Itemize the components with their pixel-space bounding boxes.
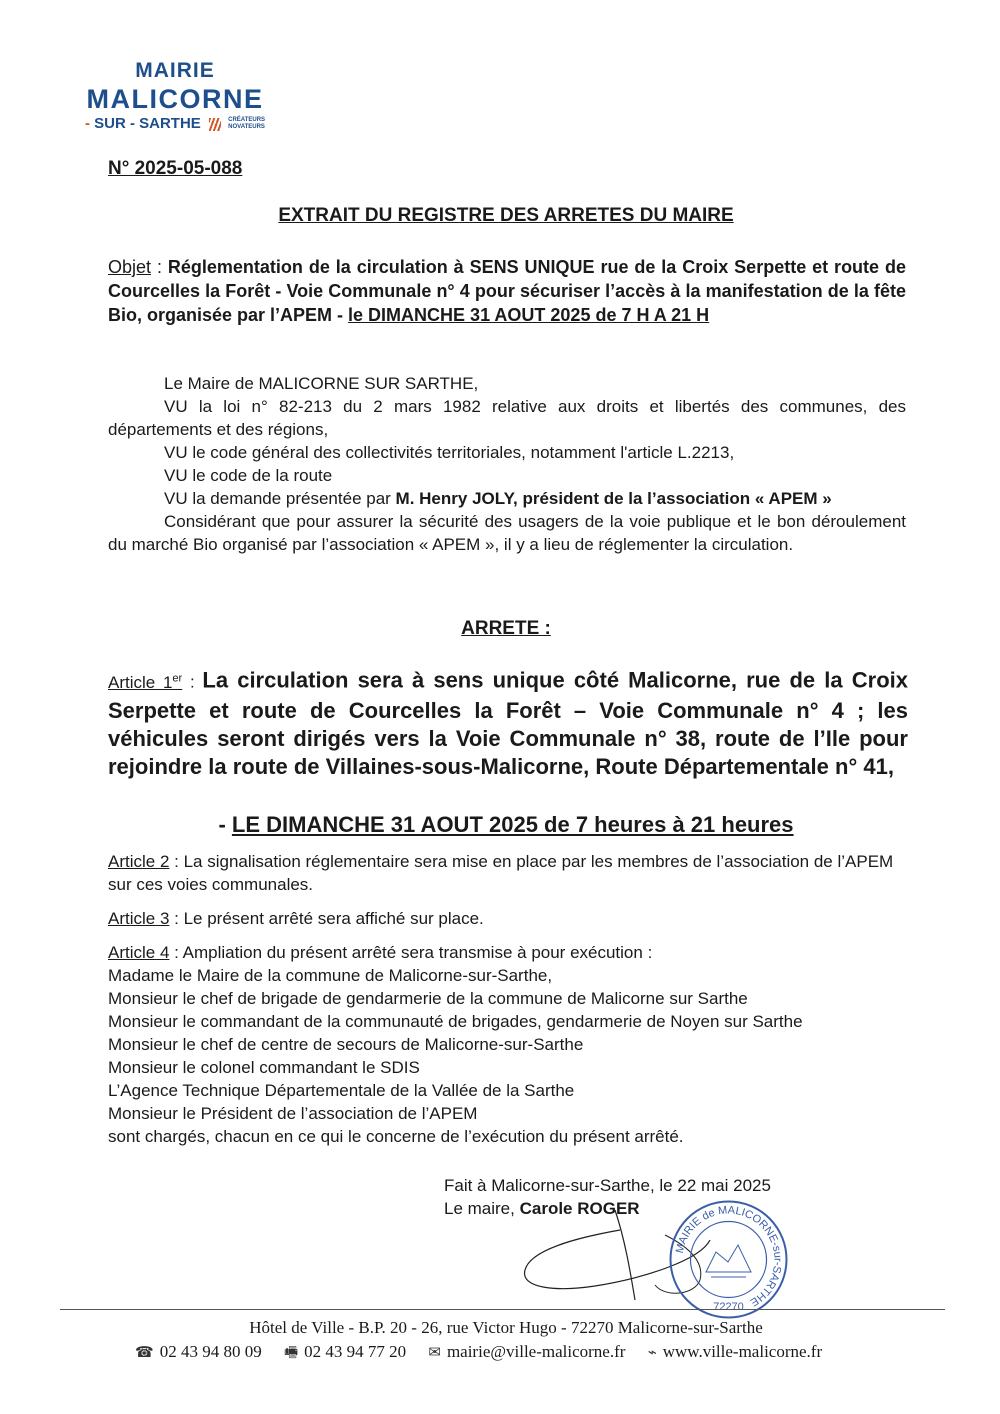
preamble-vu-loi: VU la loi n° 82-213 du 2 mars 1982 relative aux droits et libertés des communes, des départements et des régions, <box>108 397 906 439</box>
footer-email[interactable] <box>428 1342 625 1361</box>
footer-web-address[interactable]: www.ville-malicorne.fr <box>662 1342 823 1361</box>
article-1 <box>108 664 908 781</box>
fax-icon: 🖷 <box>283 1345 299 1361</box>
footer-phone <box>135 1342 262 1361</box>
stamp-code: 72270 <box>713 1301 744 1313</box>
article-3-text: : Le présent arrêté sera affiché sur place. <box>169 909 484 928</box>
footer-fax <box>284 1342 406 1361</box>
preamble-vu-code-route: VU le code de la route <box>164 466 333 485</box>
article-1-text: La circulation sera à sens unique côté Malicorne, rue de la Croix Serpette et route de Courcelles la Forêt – Voie Communale n° 4 ; les véhicules seront dirigés vers la Voie Communale n° 38, route de l’Ile pour rejoindre la route de Villaines-sous-Malicorne, Route Départementale n° 41, <box>108 667 908 779</box>
logo-tag-createurs: CRÉATEURS <box>228 117 266 124</box>
logo-tag-novateurs: NOVATEURS <box>228 124 265 131</box>
preamble-vu-cgct: VU le code général des collectivités territoriales, notamment l'article L.2213, <box>164 443 735 462</box>
logo-sur-sarthe-text: SUR - SARTHE <box>94 115 201 132</box>
recipient-line: Monsieur le chef de brigade de gendarmerie de la commune de Malicorne sur Sarthe <box>108 989 748 1008</box>
recipient-line: Madame le Maire de la commune de Malicorne-sur-Sarthe, <box>108 966 553 985</box>
preamble-vu-demande <box>108 487 906 510</box>
objet-separator: : <box>151 257 168 277</box>
article-1-label <box>108 673 182 692</box>
signature-name: Carole ROGER <box>519 1199 640 1218</box>
phone-icon: ☎ <box>135 1345 154 1361</box>
article-4 <box>108 941 908 964</box>
signature-place-date: Fait à Malicorne-sur-Sarthe, le 22 mai 2025 <box>444 1176 771 1195</box>
logo-line-sur-sarthe <box>70 114 280 134</box>
stamp-text: MAIRIE de MALICORNE-sur-SARTHE <box>673 1204 784 1309</box>
arrete-number: N° 2025-05-088 <box>108 158 243 179</box>
recipient-line: L’Agence Technique Départementale de la Vallée de la Sarthe <box>108 1081 575 1100</box>
mail-icon: ✉ <box>428 1345 441 1361</box>
article-1-separator: : <box>182 672 203 692</box>
article-3 <box>108 907 908 930</box>
articles-2-4 <box>108 850 908 1148</box>
logo-tagline <box>228 117 265 131</box>
mairie-stamp <box>666 1197 791 1322</box>
objet-paragraph <box>108 255 906 327</box>
objet-text: Réglementation de la circulation à SENS UNIQUE rue de la Croix Serpette et route de Courcelles la Forêt - Voie Communale n° 4 pour sécuriser l’accès à la manifestation de la fête Bio, organisée par l’APEM - <box>108 257 906 325</box>
logo-line-mairie: MAIRIE <box>135 59 215 82</box>
preamble-demande-requester: M. Henry JOLY, président de la l’association « APEM » <box>395 489 832 508</box>
preamble-maire: Le Maire de MALICORNE SUR SARTHE, <box>164 374 479 393</box>
article-2-label: Article 2 <box>108 852 170 871</box>
footer-email-address[interactable]: mairie@ville-malicorne.fr <box>446 1342 626 1361</box>
date-dash: - <box>218 812 232 837</box>
arrete-heading: ARRETE : <box>461 618 551 639</box>
article-3-label: Article 3 <box>108 909 170 928</box>
date-text: LE DIMANCHE 31 AOUT 2025 de 7 heures à 21 heures <box>231 812 794 837</box>
document-title: EXTRAIT DU REGISTRE DES ARRETES DU MAIRE <box>278 205 734 226</box>
article-1-label-text: Article 1 <box>108 672 173 692</box>
article-1-date <box>0 812 1000 838</box>
web-icon: ⌁ <box>647 1345 657 1361</box>
footer-divider <box>60 1309 945 1310</box>
footer-phone-number: 02 43 94 80 09 <box>159 1342 262 1361</box>
footer-fax-number: 02 43 94 77 20 <box>304 1342 407 1361</box>
article-4-label: Article 4 <box>108 943 170 962</box>
recipient-line: Monsieur le commandant de la communauté de brigades, gendarmerie de Noyen sur Sarthe <box>108 1012 803 1031</box>
objet-date: le DIMANCHE 31 AOUT 2025 de 7 H A 21 H <box>348 305 710 325</box>
logo-dash: - <box>84 115 90 132</box>
preamble-demande-text: VU la demande présentée par <box>164 489 396 508</box>
logo-stripes-icon <box>209 118 221 131</box>
article-4-text: : Ampliation du présent arrêté sera transmise à pour exécution : <box>169 943 653 962</box>
objet-label: Objet <box>108 257 152 277</box>
footer-web[interactable] <box>648 1342 822 1361</box>
footer-address: Hôtel de Ville - B.P. 20 - 26, rue Victor Hugo - 72270 Malicorne-sur-Sarthe <box>249 1318 763 1337</box>
article-2 <box>108 850 908 896</box>
article-1-label-sup: er <box>172 672 183 684</box>
logo-line-malicorne: MALICORNE <box>86 84 264 114</box>
signature-prefix: Le maire, <box>444 1199 520 1218</box>
article-2-text: : La signalisation réglementaire sera mise en place par les membres de l’association de l’APEM sur ces voies communales. <box>108 852 894 894</box>
recipient-line: sont chargés, chacun en ce qui le concerne de l’exécution du présent arrêté. <box>108 1127 684 1146</box>
recipient-line: Monsieur le chef de centre de secours de Malicorne-sur-Sarthe <box>108 1035 584 1054</box>
preamble-considerant: Considérant que pour assurer la sécurité des usagers de la voie publique et le bon déroulement du marché Bio organisé par l’association « APEM », il y a lieu de réglementer la circulation. <box>108 512 906 554</box>
recipient-line: Monsieur le Président de l’association de l’APEM <box>108 1104 478 1123</box>
mairie-logo <box>70 58 280 134</box>
recipient-line: Monsieur le colonel commandant le SDIS <box>108 1058 420 1077</box>
footer-contacts <box>135 1342 840 1367</box>
preamble <box>108 372 906 556</box>
